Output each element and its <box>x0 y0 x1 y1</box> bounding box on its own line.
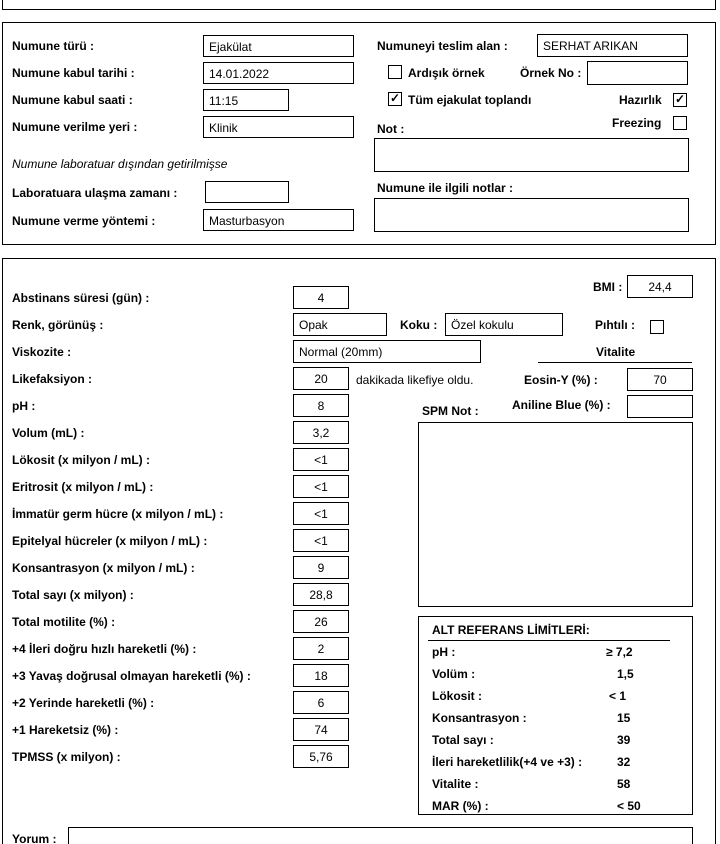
analysis-row-field[interactable]: 28,8 <box>293 583 349 606</box>
bmi-label: BMI : <box>593 280 623 294</box>
note-label: Not : <box>377 122 405 136</box>
check-mark-icon: ✓ <box>674 92 686 106</box>
analysis-row-label: İmmatür germ hücre (x milyon / mL) : <box>12 507 224 521</box>
liquefaction-suffix: dakikada likefiye oldu. <box>356 373 474 387</box>
method-label: Numune verme yöntemi : <box>12 214 156 228</box>
bmi-field[interactable]: 24,4 <box>627 275 693 298</box>
analysis-row-label: Volum (mL) : <box>12 426 85 440</box>
analysis-row-field[interactable]: 74 <box>293 718 349 741</box>
analysis-row-label: pH : <box>12 399 36 413</box>
odor-label: Koku : <box>400 318 438 332</box>
reference-item-label: Total sayı : <box>432 733 494 747</box>
vitality-underline <box>538 362 692 363</box>
analysis-row-field[interactable]: <1 <box>293 529 349 552</box>
previous-section-border <box>2 0 716 10</box>
analysis-row-label: +2 Yerinde hareketli (%) : <box>12 696 155 710</box>
aniline-label: Aniline Blue (%) : <box>512 398 611 412</box>
reference-title: ALT REFERANS LİMİTLERİ: <box>432 623 590 637</box>
analysis-row-field[interactable]: 3,2 <box>293 421 349 444</box>
reference-item-value: 32 <box>617 755 631 769</box>
analysis-row-field[interactable]: 5,76 <box>293 745 349 768</box>
arrival-time-label: Laboratuara ulaşma zamanı : <box>12 186 178 200</box>
analysis-row-label: Epitelyal hücreler (x milyon / mL) : <box>12 534 208 548</box>
odor-field[interactable]: Özel kokulu <box>445 313 563 336</box>
analysis-row-label: Abstinans süresi (gün) : <box>12 291 150 305</box>
analysis-row-label: +4 İleri doğru hızlı hareketli (%) : <box>12 642 197 656</box>
sample-no-field[interactable] <box>587 61 688 85</box>
analysis-row-field[interactable]: 4 <box>293 286 349 309</box>
consecutive-label: Ardışık örnek <box>408 66 485 80</box>
accept-time-field[interactable]: 11:15 <box>203 89 289 111</box>
prep-checkbox[interactable] <box>673 93 687 107</box>
analysis-row-label: Viskozite : <box>12 345 72 359</box>
external-sample-note: Numune laboratuar dışından getirilmişse <box>12 157 228 171</box>
aniline-field[interactable] <box>627 395 693 418</box>
analysis-row-field[interactable]: 9 <box>293 556 349 579</box>
sample-notes-label: Numune ile ilgili notlar : <box>377 181 514 195</box>
vitality-title: Vitalite <box>596 345 636 359</box>
reference-item-value: 15 <box>617 711 631 725</box>
all-collected-checkbox[interactable] <box>388 92 402 106</box>
analysis-row-label: Eritrosit (x milyon / mL) : <box>12 480 154 494</box>
analysis-row-label: Likefaksiyon : <box>12 372 93 386</box>
accept-date-label: Numune kabul tarihi : <box>12 66 135 80</box>
analysis-row-label: TPMSS (x milyon) : <box>12 750 121 764</box>
given-place-field[interactable]: Klinik <box>203 116 354 138</box>
accept-time-label: Numune kabul saati : <box>12 93 133 107</box>
analysis-row-field[interactable]: 8 <box>293 394 349 417</box>
analysis-row-label: Lökosit (x milyon / mL) : <box>12 453 151 467</box>
note-field[interactable] <box>374 138 689 172</box>
reference-item-label: pH : <box>432 645 456 659</box>
analysis-row-field[interactable]: Opak <box>293 313 387 336</box>
spm-note-label: SPM Not : <box>422 404 479 418</box>
reference-item-value: < 1 <box>609 689 627 703</box>
analysis-row-label: Renk, görünüş : <box>12 318 104 332</box>
reference-item-label: İleri hareketlilik(+4 ve +3) : <box>432 755 583 769</box>
comment-field[interactable] <box>68 827 693 844</box>
analysis-row-field[interactable]: Normal (20mm) <box>293 340 481 363</box>
analysis-row-field[interactable]: <1 <box>293 448 349 471</box>
analysis-row-label: Total motilite (%) : <box>12 615 116 629</box>
analysis-row-label: +1 Hareketsiz (%) : <box>12 723 119 737</box>
all-collected-label: Tüm ejakulat toplandı <box>408 93 532 107</box>
freezing-checkbox[interactable] <box>673 116 687 130</box>
analysis-row-field[interactable]: 2 <box>293 637 349 660</box>
reference-item-value: < 50 <box>617 799 641 813</box>
analysis-row-label: +3 Yavaş doğrusal olmayan hareketli (%) : <box>12 669 251 683</box>
reference-item-label: Lökosit : <box>432 689 482 703</box>
reference-item-label: MAR (%) : <box>432 799 489 813</box>
spm-note-field[interactable] <box>418 422 693 607</box>
analysis-row-label: Total sayı (x milyon) : <box>12 588 134 602</box>
analysis-row-field[interactable]: 6 <box>293 691 349 714</box>
reference-item-label: Konsantrasyon : <box>432 711 527 725</box>
sample-no-label: Örnek No : <box>520 66 582 80</box>
eosin-field[interactable]: 70 <box>627 368 693 391</box>
analysis-row-label: Konsantrasyon (x milyon / mL) : <box>12 561 195 575</box>
clot-checkbox[interactable] <box>650 320 664 334</box>
comment-label: Yorum : <box>12 832 57 844</box>
clot-label: Pıhtılı : <box>595 318 635 332</box>
check-mark-icon: ✓ <box>389 91 401 105</box>
eosin-label: Eosin-Y (%) : <box>524 373 598 387</box>
analysis-row-field[interactable]: 26 <box>293 610 349 633</box>
reference-title-underline <box>428 640 670 641</box>
analysis-row-field[interactable]: 20 <box>293 367 349 390</box>
sample-type-label: Numune türü : <box>12 39 94 53</box>
freezing-label: Freezing <box>612 116 662 130</box>
reference-item-label: Vitalite : <box>432 777 479 791</box>
receiver-field[interactable]: SERHAT ARIKAN <box>537 34 688 57</box>
prep-label: Hazırlık <box>619 93 662 107</box>
analysis-row-field[interactable]: <1 <box>293 475 349 498</box>
consecutive-checkbox[interactable] <box>388 65 402 79</box>
reference-item-value: 58 <box>617 777 631 791</box>
given-place-label: Numune verilme yeri : <box>12 120 138 134</box>
reference-item-value: ≥ 7,2 <box>606 645 633 659</box>
arrival-time-field[interactable] <box>205 181 289 203</box>
analysis-row-field[interactable]: 18 <box>293 664 349 687</box>
reference-item-value: 1,5 <box>617 667 634 681</box>
reference-item-label: Volüm : <box>432 667 476 681</box>
method-field[interactable]: Masturbasyon <box>203 209 354 231</box>
sample-notes-field[interactable] <box>374 198 689 232</box>
accept-date-field[interactable]: 14.01.2022 <box>203 62 354 84</box>
receiver-label: Numuneyi teslim alan : <box>377 39 508 53</box>
sample-type-field[interactable]: Ejakülat <box>203 35 354 57</box>
analysis-row-field[interactable]: <1 <box>293 502 349 525</box>
reference-item-value: 39 <box>617 733 631 747</box>
